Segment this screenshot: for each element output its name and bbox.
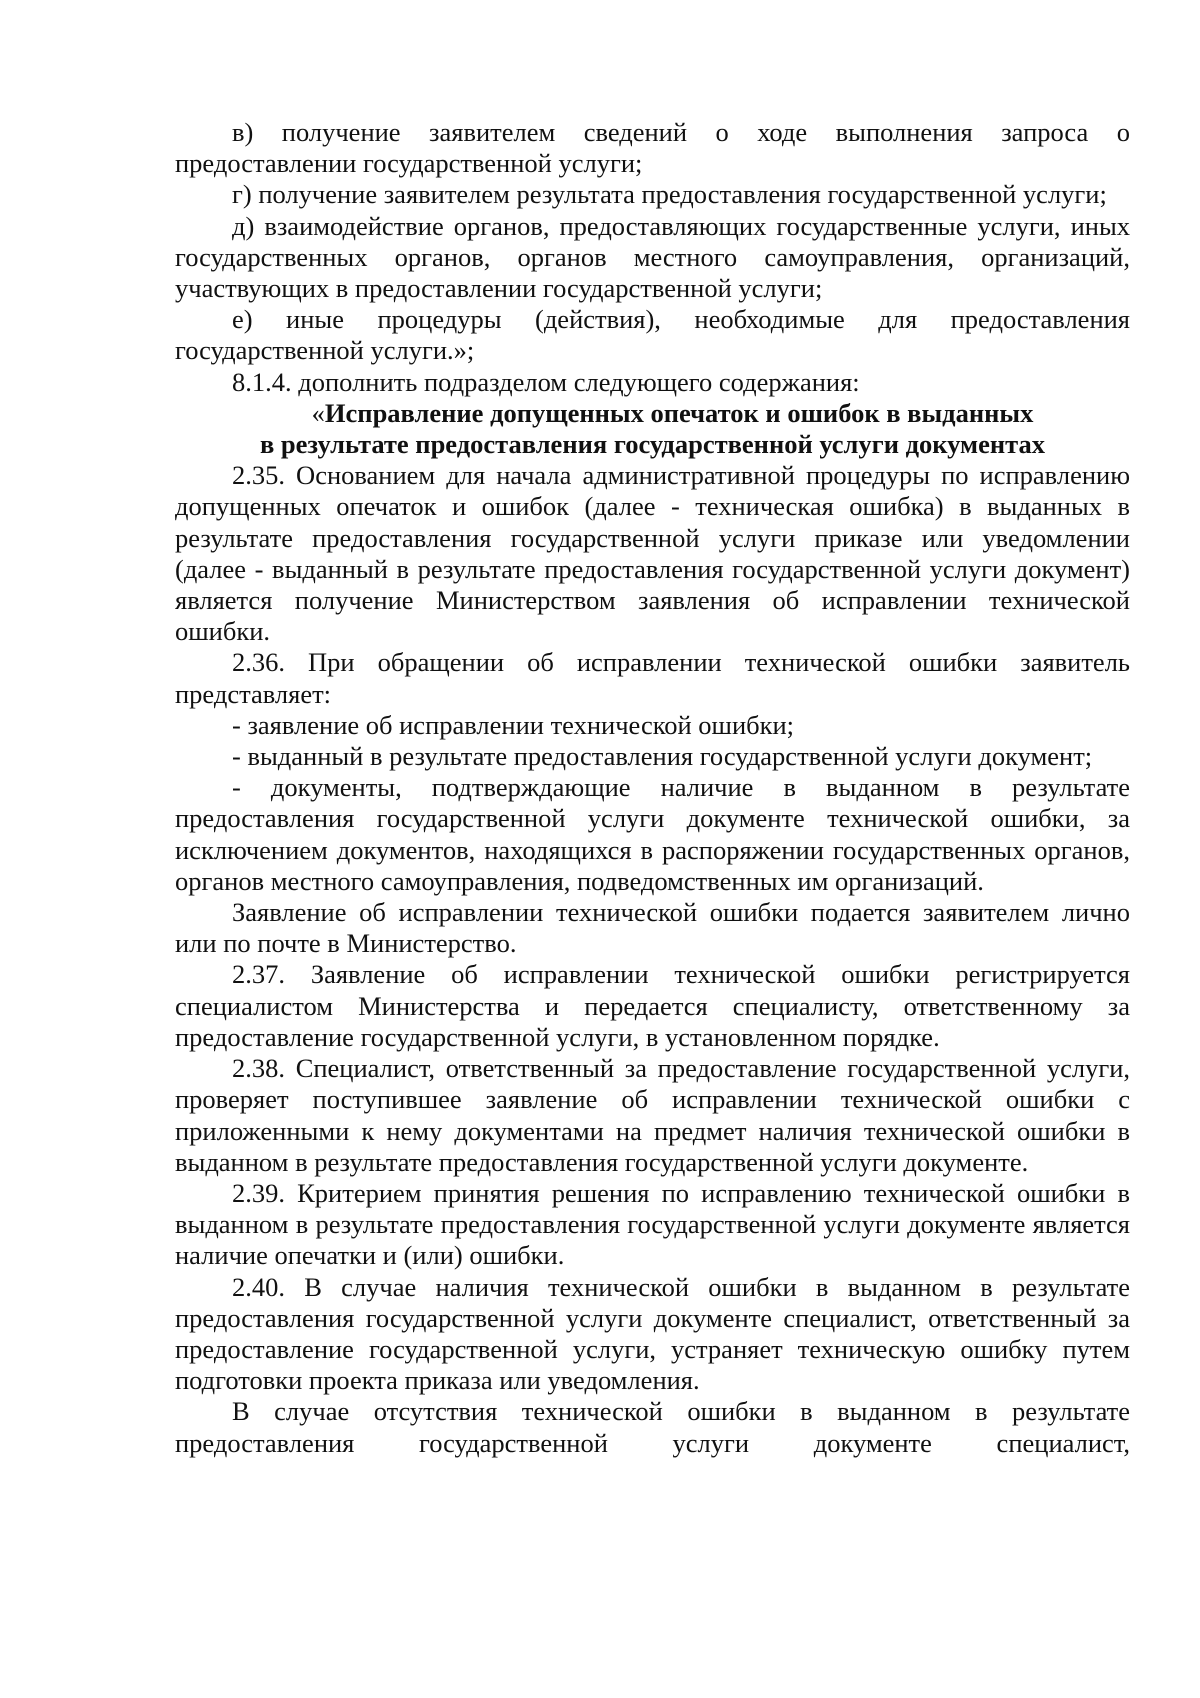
document-page <box>175 117 1130 1459</box>
opening-quote: « <box>311 397 325 428</box>
paragraph-item-d: д) взаимодействие органов, предоставляющих государственные услуги, иных государственных органов, органов местного самоуправления, организаций, участвующих в предоставлении государственной услуги; <box>175 210 1130 304</box>
paragraph-item-v: в) получение заявителем сведений о ходе выполнения запроса о предоставлении государственной услуги; <box>175 117 1130 179</box>
paragraph-item-e: е) иные процедуры (действия), необходимые для предоставления государственной услуги.»; <box>175 304 1130 366</box>
list-item-issued-document: - выданный в результате предоставления государственной услуги документ; <box>232 741 1093 772</box>
subsection-heading <box>175 398 1130 460</box>
paragraph-application-submission: Заявление об исправлении технической ошибки подается заявителем лично или по почте в Министерство. <box>175 897 1130 959</box>
paragraph-2-37: 2.37. Заявление об исправлении технической ошибки регистрируется специалистом Министерства и передается специалисту, ответственному за предоставление государственной услуги, в установленном порядке. <box>175 959 1130 1052</box>
paragraph-2-35: 2.35. Основанием для начала административной процедуры по исправлению допущенных опечаток и ошибок (далее - техническая ошибка) в выданных в результате предоставления государственной услуги приказе или уведомлении (далее - выданный в результате предоставления государственной услуги документ) является получение Министерством заявления об исправлении технической ошибки. <box>175 460 1130 647</box>
paragraph-item-g: г) получение заявителем результата предоставления государственной услуги; <box>232 179 1107 210</box>
paragraph-2-38: 2.38. Специалист, ответственный за предоставление государственной услуги, проверяет поступившее заявление об исправлении технической ошибки с приложенными к нему документами на предмет наличия технической ошибки в выданном в результате предоставления государственной услуги документе. <box>175 1053 1130 1177</box>
heading-line-2: в результате предоставления государственной услуги документах <box>260 429 1045 460</box>
heading-line-1 <box>175 398 1130 429</box>
paragraph-2-39: 2.39. Критерием принятия решения по исправлению технической ошибки в выданном в результате предоставления государственной услуги документе является наличие опечатки и (или) ошибки. <box>175 1177 1130 1271</box>
paragraph-2-40: 2.40. В случае наличия технической ошибки в выданном в результате предоставления государственной услуги документе специалист, ответственный за предоставление государственной услуги, устраняет техническую ошибку путем подготовки проекта приказа или уведомления. <box>175 1271 1130 1396</box>
paragraph-8-1-4: 8.1.4. дополнить подразделом следующего содержания: <box>232 366 860 397</box>
heading-line-1-text: Исправление допущенных опечаток и ошибок в выданных <box>324 397 1034 428</box>
paragraph-no-error-case: В случае отсутствия технической ошибки в выданном в результате предоставления государственной услуги документе специалист, <box>175 1396 1130 1458</box>
paragraph-2-36: 2.36. При обращении об исправлении технической ошибки заявитель представляет: <box>175 647 1130 709</box>
list-item-confirming-documents: - документы, подтверждающие наличие в выданном в результате предоставления государственной услуги документе технической ошибки, за исключением документов, находящихся в распоряжении государственных органов, органов местного самоуправления, подведомственных им организаций. <box>175 772 1130 896</box>
list-item-application: - заявление об исправлении технической ошибки; <box>232 709 795 740</box>
